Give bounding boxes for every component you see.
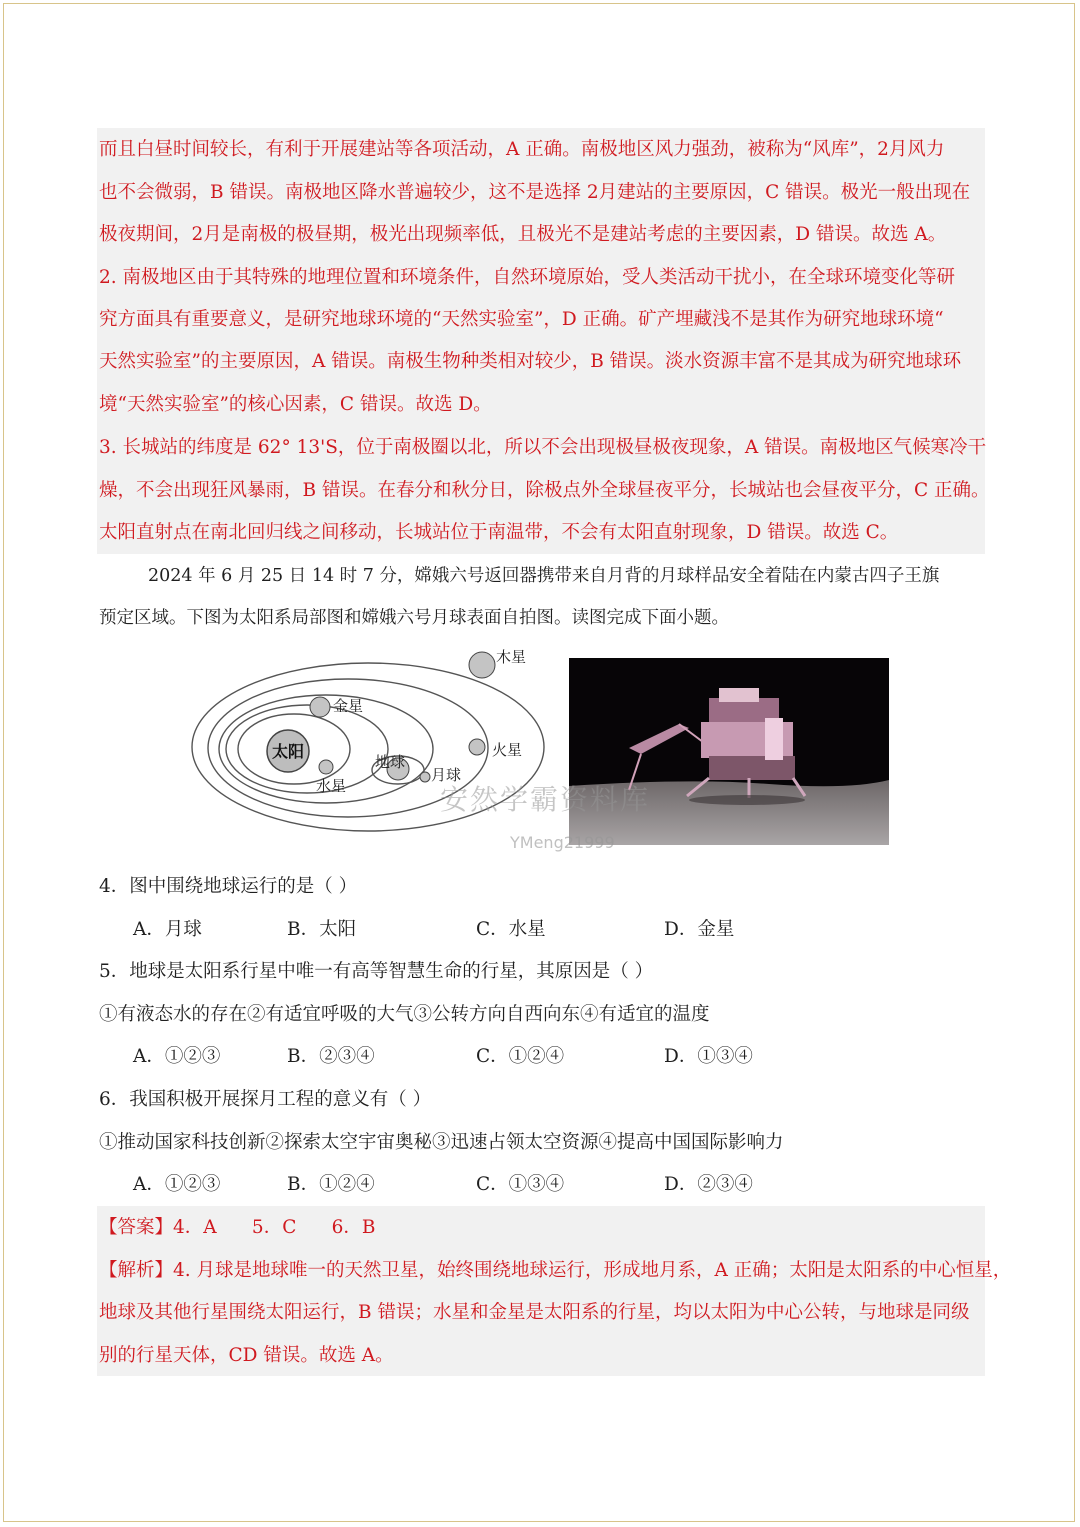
analysis-line: 极夜期间，2月是南极的极昼期，极光出现频率低，且极光不是建站考虑的主要因素，D 错误。故选 A。	[99, 224, 947, 245]
q4-option-a: A．月球	[133, 919, 202, 940]
question-6-stem: 6．我国积极开展探月工程的意义有（ ）	[99, 1089, 432, 1110]
mercury-shape	[319, 760, 333, 774]
analysis-line: 2. 南极地区由于其特殊的地理位置和环境条件，自然环境原始，受人类活动干扰小，在全球环境变化等研	[99, 267, 956, 288]
analysis-text: 4. 月球是地球唯一的天然卫星，始终围绕地球运行，形成地月系，A 正确；太阳是太阳系的中心恒星，	[173, 1260, 1012, 1281]
q5-option-d: D．①③④	[664, 1046, 753, 1067]
watermark-wechat: YMeng21999	[510, 833, 615, 852]
moon-label: 月球	[431, 766, 462, 784]
answer-line	[99, 1216, 376, 1240]
jupiter-shape	[469, 652, 495, 678]
q5-option-a: A．①②③	[133, 1046, 221, 1067]
analysis-line: 天然实验室”的主要原因，A 错误。南极生物种类相对较少，B 错误。淡水资源丰富不是其成为研究地球环	[99, 351, 962, 372]
analysis-line: 也不会微弱，B 错误。南极地区降水普遍较少，这不是选择 2月建站的主要原因，C 错误。极光一般出现在	[99, 182, 971, 203]
question-4-stem: 4．图中围绕地球运行的是（ ）	[99, 876, 358, 897]
q4-option-d: D．金星	[664, 919, 735, 940]
sun-label: 太阳	[271, 742, 305, 761]
q4-option-b: B．太阳	[287, 919, 357, 940]
earth-label: 地球	[375, 753, 406, 771]
analysis-line: 3. 长城站的纬度是 62° 13'S，位于南极圈以北，所以不会出现极昼极夜现象，A 错误。南极地区气候寒冷干	[99, 437, 987, 458]
analysis-line: 地球及其他行星围绕太阳运行，B 错误；水星和金星是太阳系的行星，均以太阳为中心公转，与地球是同级	[99, 1302, 970, 1323]
mercury-label: 水星	[316, 777, 347, 795]
jupiter-label: 木星	[496, 648, 527, 666]
moon-shape	[420, 772, 430, 782]
intro-line: 预定区域。下图为太阳系局部图和嫦娥六号月球表面自拍图。读图完成下面小题。	[99, 608, 729, 628]
q6-option-c: C．①③④	[476, 1174, 565, 1195]
mars-label: 火星	[492, 741, 523, 759]
analysis-tag: 【解析】	[99, 1260, 174, 1281]
analysis-line: 究方面具有重要意义，是研究地球环境的“天然实验室”，D 正确。矿产埋藏浅不是其作为研究地球环境“	[99, 309, 944, 330]
analysis-line: 境“天然实验室”的核心因素，C 错误。故选 D。	[99, 394, 492, 415]
analysis-line	[99, 1259, 1011, 1283]
analysis-line: 别的行星天体，CD 错误。故选 A。	[99, 1345, 394, 1366]
q6-option-d: D．②③④	[664, 1174, 753, 1195]
question-5-statements: ①有液态水的存在②有适宜呼吸的大气③公转方向自西向东④有适宜的温度	[99, 1004, 710, 1025]
analysis-line: 而且白昼时间较长，有利于开展建站等各项活动，A 正确。南极地区风力强劲，被称为“风库”，2月风力	[99, 139, 945, 160]
q4-option-c: C．水星	[476, 919, 546, 940]
intro-line: 2024 年 6 月 25 日 14 时 7 分，嫦娥六号返回器携带来自月背的月球样品安全着陆在内蒙古四子王旗	[148, 566, 940, 586]
venus-label: 金星	[333, 697, 364, 715]
question-6-statements: ①推动国家科技创新②探索太空宇宙奥秘③迅速占领太空资源④提高中国国际影响力	[99, 1132, 784, 1153]
analysis-line: 燥，不会出现狂风暴雨，B 错误。在春分和秋分日，除极点外全球昼夜平分，长城站也会昼夜平分，C 正确。	[99, 480, 990, 501]
answer-text: 4．A 5．C 6．B	[173, 1217, 376, 1238]
analysis-line: 太阳直射点在南北回归线之间移动，长城站位于南温带，不会有太阳直射现象，D 错误。故选 C。	[99, 522, 899, 543]
q6-option-a: A．①②③	[133, 1174, 221, 1195]
watermark: 安然学霸资料库	[440, 783, 651, 816]
q5-option-c: C．①②④	[476, 1046, 565, 1067]
answer-tag: 【答案】	[99, 1217, 174, 1238]
mars-shape	[469, 739, 485, 755]
q5-option-b: B．②③④	[287, 1046, 375, 1067]
q6-option-b: B．①②④	[287, 1174, 375, 1195]
question-5-stem: 5．地球是太阳系行星中唯一有高等智慧生命的行星，其原因是（ ）	[99, 961, 654, 982]
venus-shape	[310, 697, 330, 717]
